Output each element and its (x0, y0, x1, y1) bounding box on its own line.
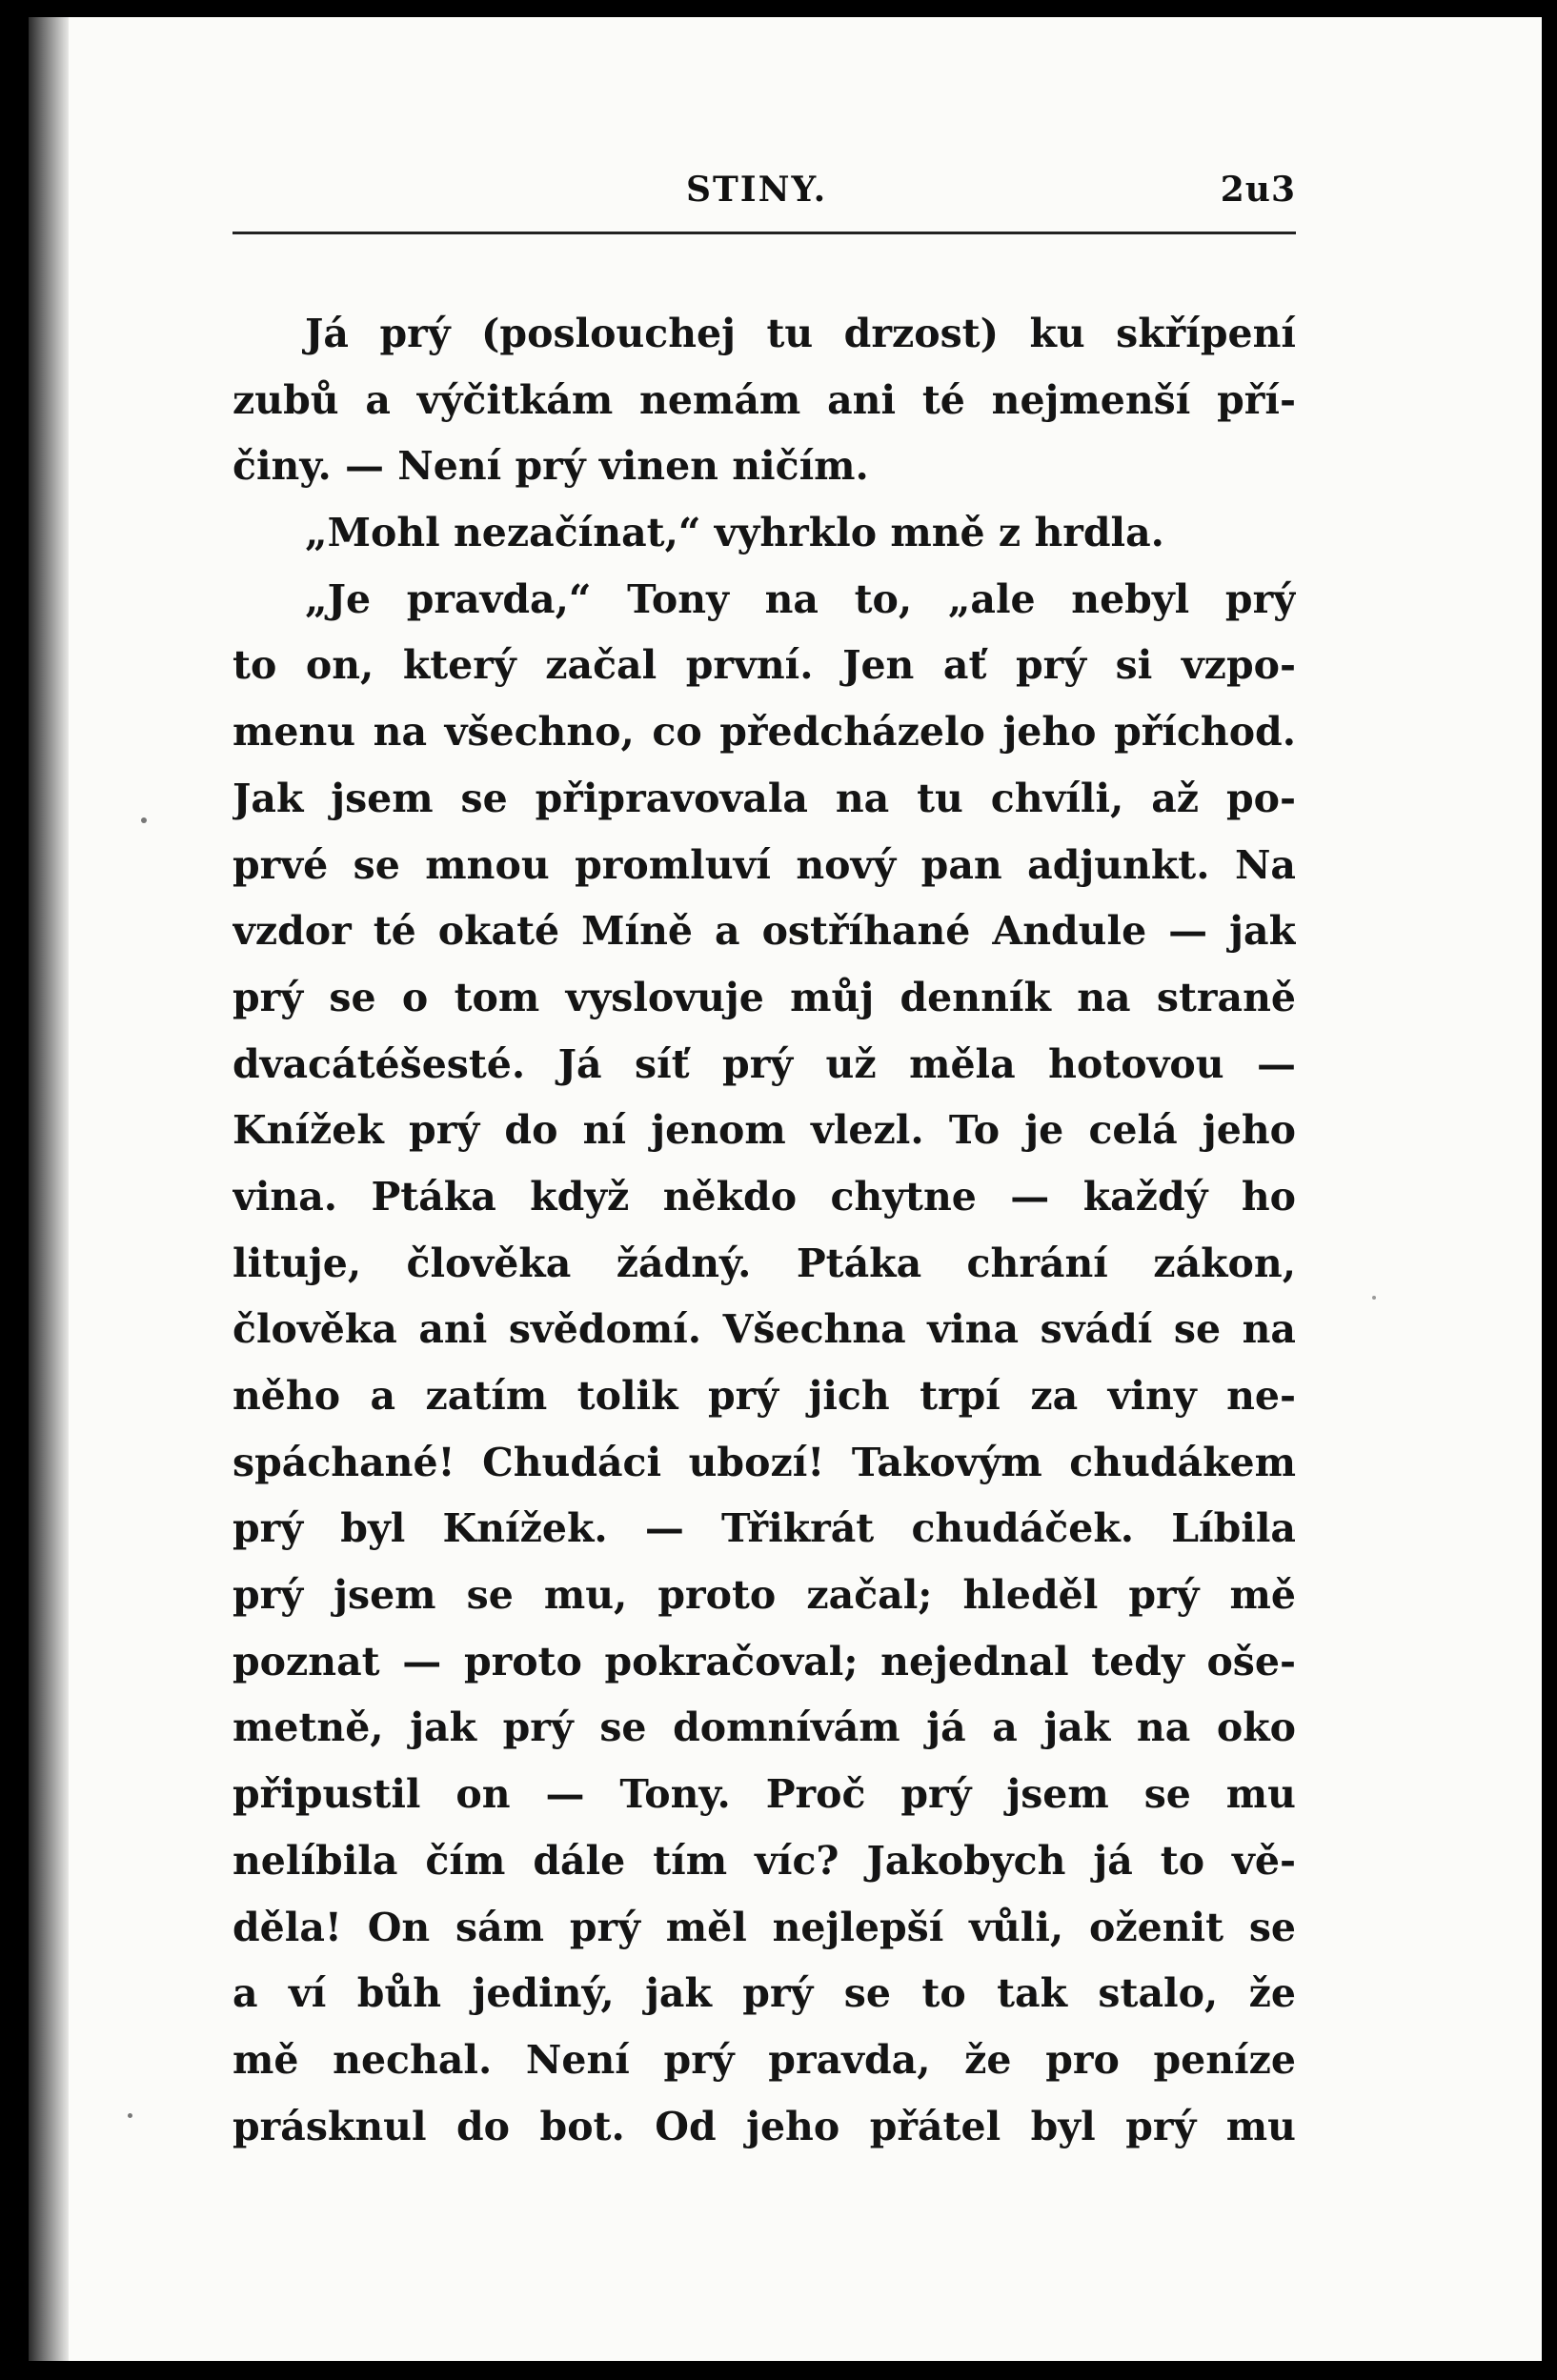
body-text (233, 301, 1296, 2160)
text-line: prvé se mnou promluví nový pan adjunkt. Na (233, 841, 1296, 888)
spine-shadow (29, 17, 69, 2361)
text-line: „Je pravda,“ Tony na to, „ale nebyl prý (305, 575, 1296, 622)
text-line: prý byl Knížek. — Třikrát chudáček. Líbila (233, 1505, 1296, 1552)
text-line: prý se o tom vyslovuje můj denník na straně (233, 974, 1296, 1020)
page-number: 2u3 (1220, 170, 1296, 210)
text-line: to on, který začal první. Jen ať prý si vzpo- (233, 642, 1296, 689)
text-line: spáchané! Chudáci ubozí! Takovým chudákem (233, 1439, 1296, 1485)
text-line: nelíbila čím dále tím víc? Jakobych já to vě- (233, 1837, 1296, 1884)
text-line: dvacátéšesté. Já síť prý už měla hotovou — (233, 1040, 1296, 1087)
text-line: vina. Ptáka když někdo chytne — každý ho (233, 1173, 1296, 1220)
text-line: metně, jak prý se domnívám já a jak na oko (233, 1704, 1296, 1751)
text-line: něho a zatím tolik prý jich trpí za viny ne- (233, 1373, 1296, 1419)
text-line: „Mohl nezačínat,“ vyhrklo mně z hrdla. (305, 510, 1164, 556)
text-line: a ví bůh jediný, jak prý se to tak stalo, že (233, 1970, 1296, 2017)
text-line: činy. — Není prý vinen ničím. (233, 443, 869, 490)
paper-speck (128, 2113, 132, 2118)
running-title: STINY. (686, 170, 828, 210)
text-line: Knížek prý do ní jenom vlezl. To je celá jeho (233, 1107, 1296, 1154)
text-line: poznat — proto pokračoval; nejednal tedy oše- (233, 1638, 1296, 1684)
paper-speck (141, 817, 147, 823)
text-line: mě nechal. Není prý pravda, že pro peníze (233, 2036, 1296, 2083)
page-header (233, 164, 1296, 232)
header-rule (233, 232, 1296, 234)
text-line: vzdor té okaté Míně a ostříhané Andule — jak (233, 908, 1296, 955)
text-line: Jak jsem se připravovala na tu chvíli, až po- (233, 775, 1296, 821)
text-line: připustil on — Tony. Proč prý jsem se mu (233, 1771, 1296, 1818)
text-line: člověka ani svědomí. Všechna vina svádí se na (233, 1306, 1296, 1353)
paper-speck (1372, 1296, 1376, 1300)
text-line: děla! On sám prý měl nejlepší vůli, oženit se (233, 1904, 1296, 1950)
text-line: lituje, člověka žádný. Ptáka chrání zákon, (233, 1240, 1296, 1286)
text-line: prásknul do bot. Od jeho přátel byl prý mu (233, 2103, 1296, 2149)
text-line: Já prý (poslouchej tu drzost) ku skřípení (305, 311, 1296, 356)
text-line: zubů a výčitkám nemám ani té nejmenší pří- (233, 376, 1296, 423)
text-line: prý jsem se mu, proto začal; hleděl prý mě (233, 1572, 1296, 1619)
text-line: menu na všechno, co předcházelo jeho příchod. (233, 709, 1296, 756)
